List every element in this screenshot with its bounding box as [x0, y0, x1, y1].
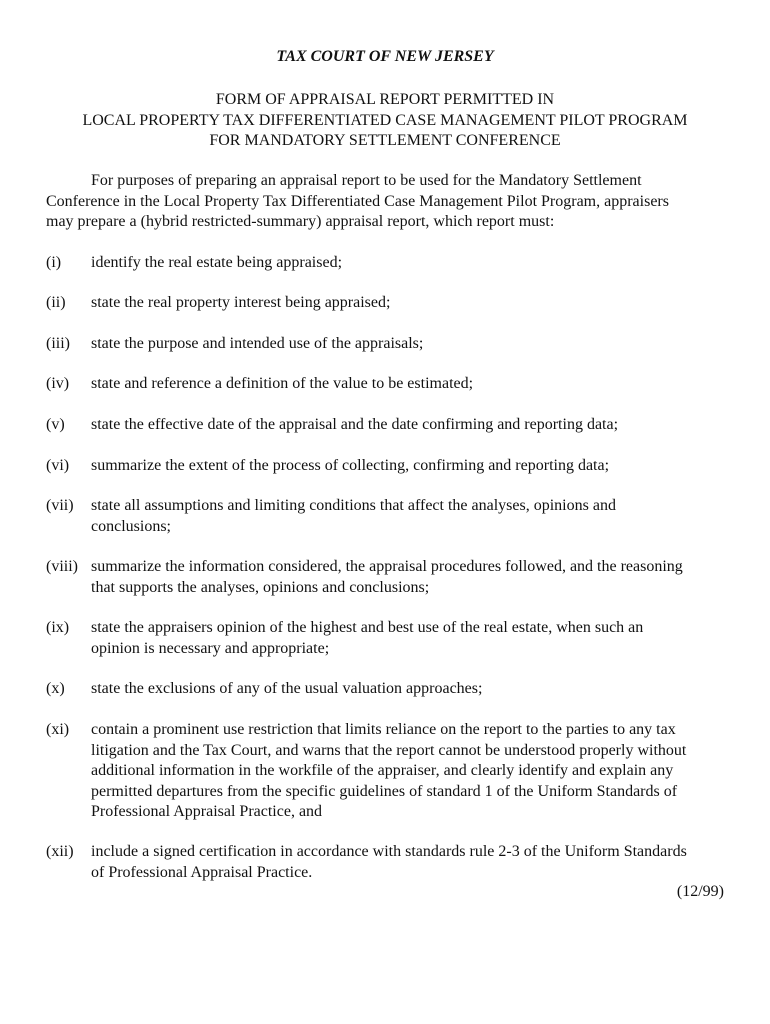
item-number: (vii) [46, 497, 74, 514]
item-line: state the appraisers opinion of the highest and best use of the real estate, when such an [91, 619, 644, 636]
item-text [91, 293, 736, 314]
item-line: litigation and the Tax Court, and warns that the report cannot be understood properly without [91, 741, 687, 759]
item-line: additional information in the workfile of the appraiser, and clearly identify and explain any [91, 762, 674, 779]
intro-line: may prepare a (hybrid restricted-summary) appraisal report, which report must: [46, 213, 555, 230]
court-title: TAX COURT OF NEW JERSEY [276, 48, 494, 65]
item-text [91, 253, 736, 274]
item-number: (xi) [46, 721, 70, 738]
item-line: state the exclusions of any of the usual valuation approaches; [91, 680, 483, 697]
item-number: (i) [46, 254, 62, 271]
item-line: summarize the information considered, the appraisal procedures followed, and the reasoning [91, 558, 683, 575]
form-title-line: FORM OF APPRAISAL REPORT PERMITTED IN [215, 91, 555, 108]
item-line: opinion is necessary and appropriate; [91, 639, 330, 657]
item-text [91, 720, 736, 823]
form-title-line: LOCAL PROPERTY TAX DIFFERENTIATED CASE MANAGEMENT PILOT PROGRAM [82, 111, 688, 129]
item-line: state the real property interest being appraised; [91, 294, 391, 311]
item-text [91, 334, 736, 355]
item-text [91, 496, 736, 537]
intro-paragraph [46, 171, 726, 233]
revision-date: (12/99) [676, 883, 724, 900]
item-line: summarize the extent of the process of collecting, confirming and reporting data; [91, 457, 610, 474]
item-number: (iv) [46, 375, 70, 392]
intro-line: For purposes of preparing an appraisal report to be used for the Mandatory Settlement [91, 172, 642, 189]
item-text [91, 618, 736, 659]
item-number: (ii) [46, 294, 66, 311]
item-number: (ix) [46, 619, 70, 636]
item-text [91, 374, 736, 395]
item-number: (vi) [46, 457, 70, 474]
item-text [91, 415, 736, 436]
item-number: (v) [46, 416, 65, 433]
item-number: (x) [46, 680, 65, 697]
item-text [91, 557, 736, 598]
item-line: contain a prominent use restriction that limits reliance on the report to the parties to any tax [91, 721, 676, 738]
item-line: identify the real estate being appraised; [91, 254, 343, 271]
item-text [91, 456, 736, 477]
item-text [91, 842, 736, 883]
item-number: (viii) [46, 558, 78, 575]
item-line: include a signed certification in accordance with standards rule 2-3 of the Uniform Standards [91, 843, 687, 860]
form-title-line: FOR MANDATORY SETTLEMENT CONFERENCE [209, 132, 561, 149]
item-line: state the purpose and intended use of the appraisals; [91, 335, 424, 352]
form-title [0, 90, 770, 152]
item-line: state the effective date of the appraisal and the date confirming and reporting data; [91, 416, 619, 433]
item-line: permitted departures from the specific guidelines of standard 1 of the Uniform Standards of [91, 782, 678, 800]
item-number: (xii) [46, 843, 74, 860]
item-text [91, 679, 736, 700]
intro-line: Conference in the Local Property Tax Differentiated Case Management Pilot Program, appraisers [46, 192, 669, 210]
item-line: state all assumptions and limiting conditions that affect the analyses, opinions and [91, 497, 616, 514]
item-line: state and reference a definition of the value to be estimated; [91, 375, 474, 392]
item-number: (iii) [46, 335, 70, 352]
item-line: that supports the analyses, opinions and conclusions; [91, 578, 430, 596]
item-line: of Professional Appraisal Practice. [91, 863, 313, 881]
item-line: conclusions; [91, 517, 171, 535]
item-line: Professional Appraisal Practice, and [91, 803, 323, 820]
